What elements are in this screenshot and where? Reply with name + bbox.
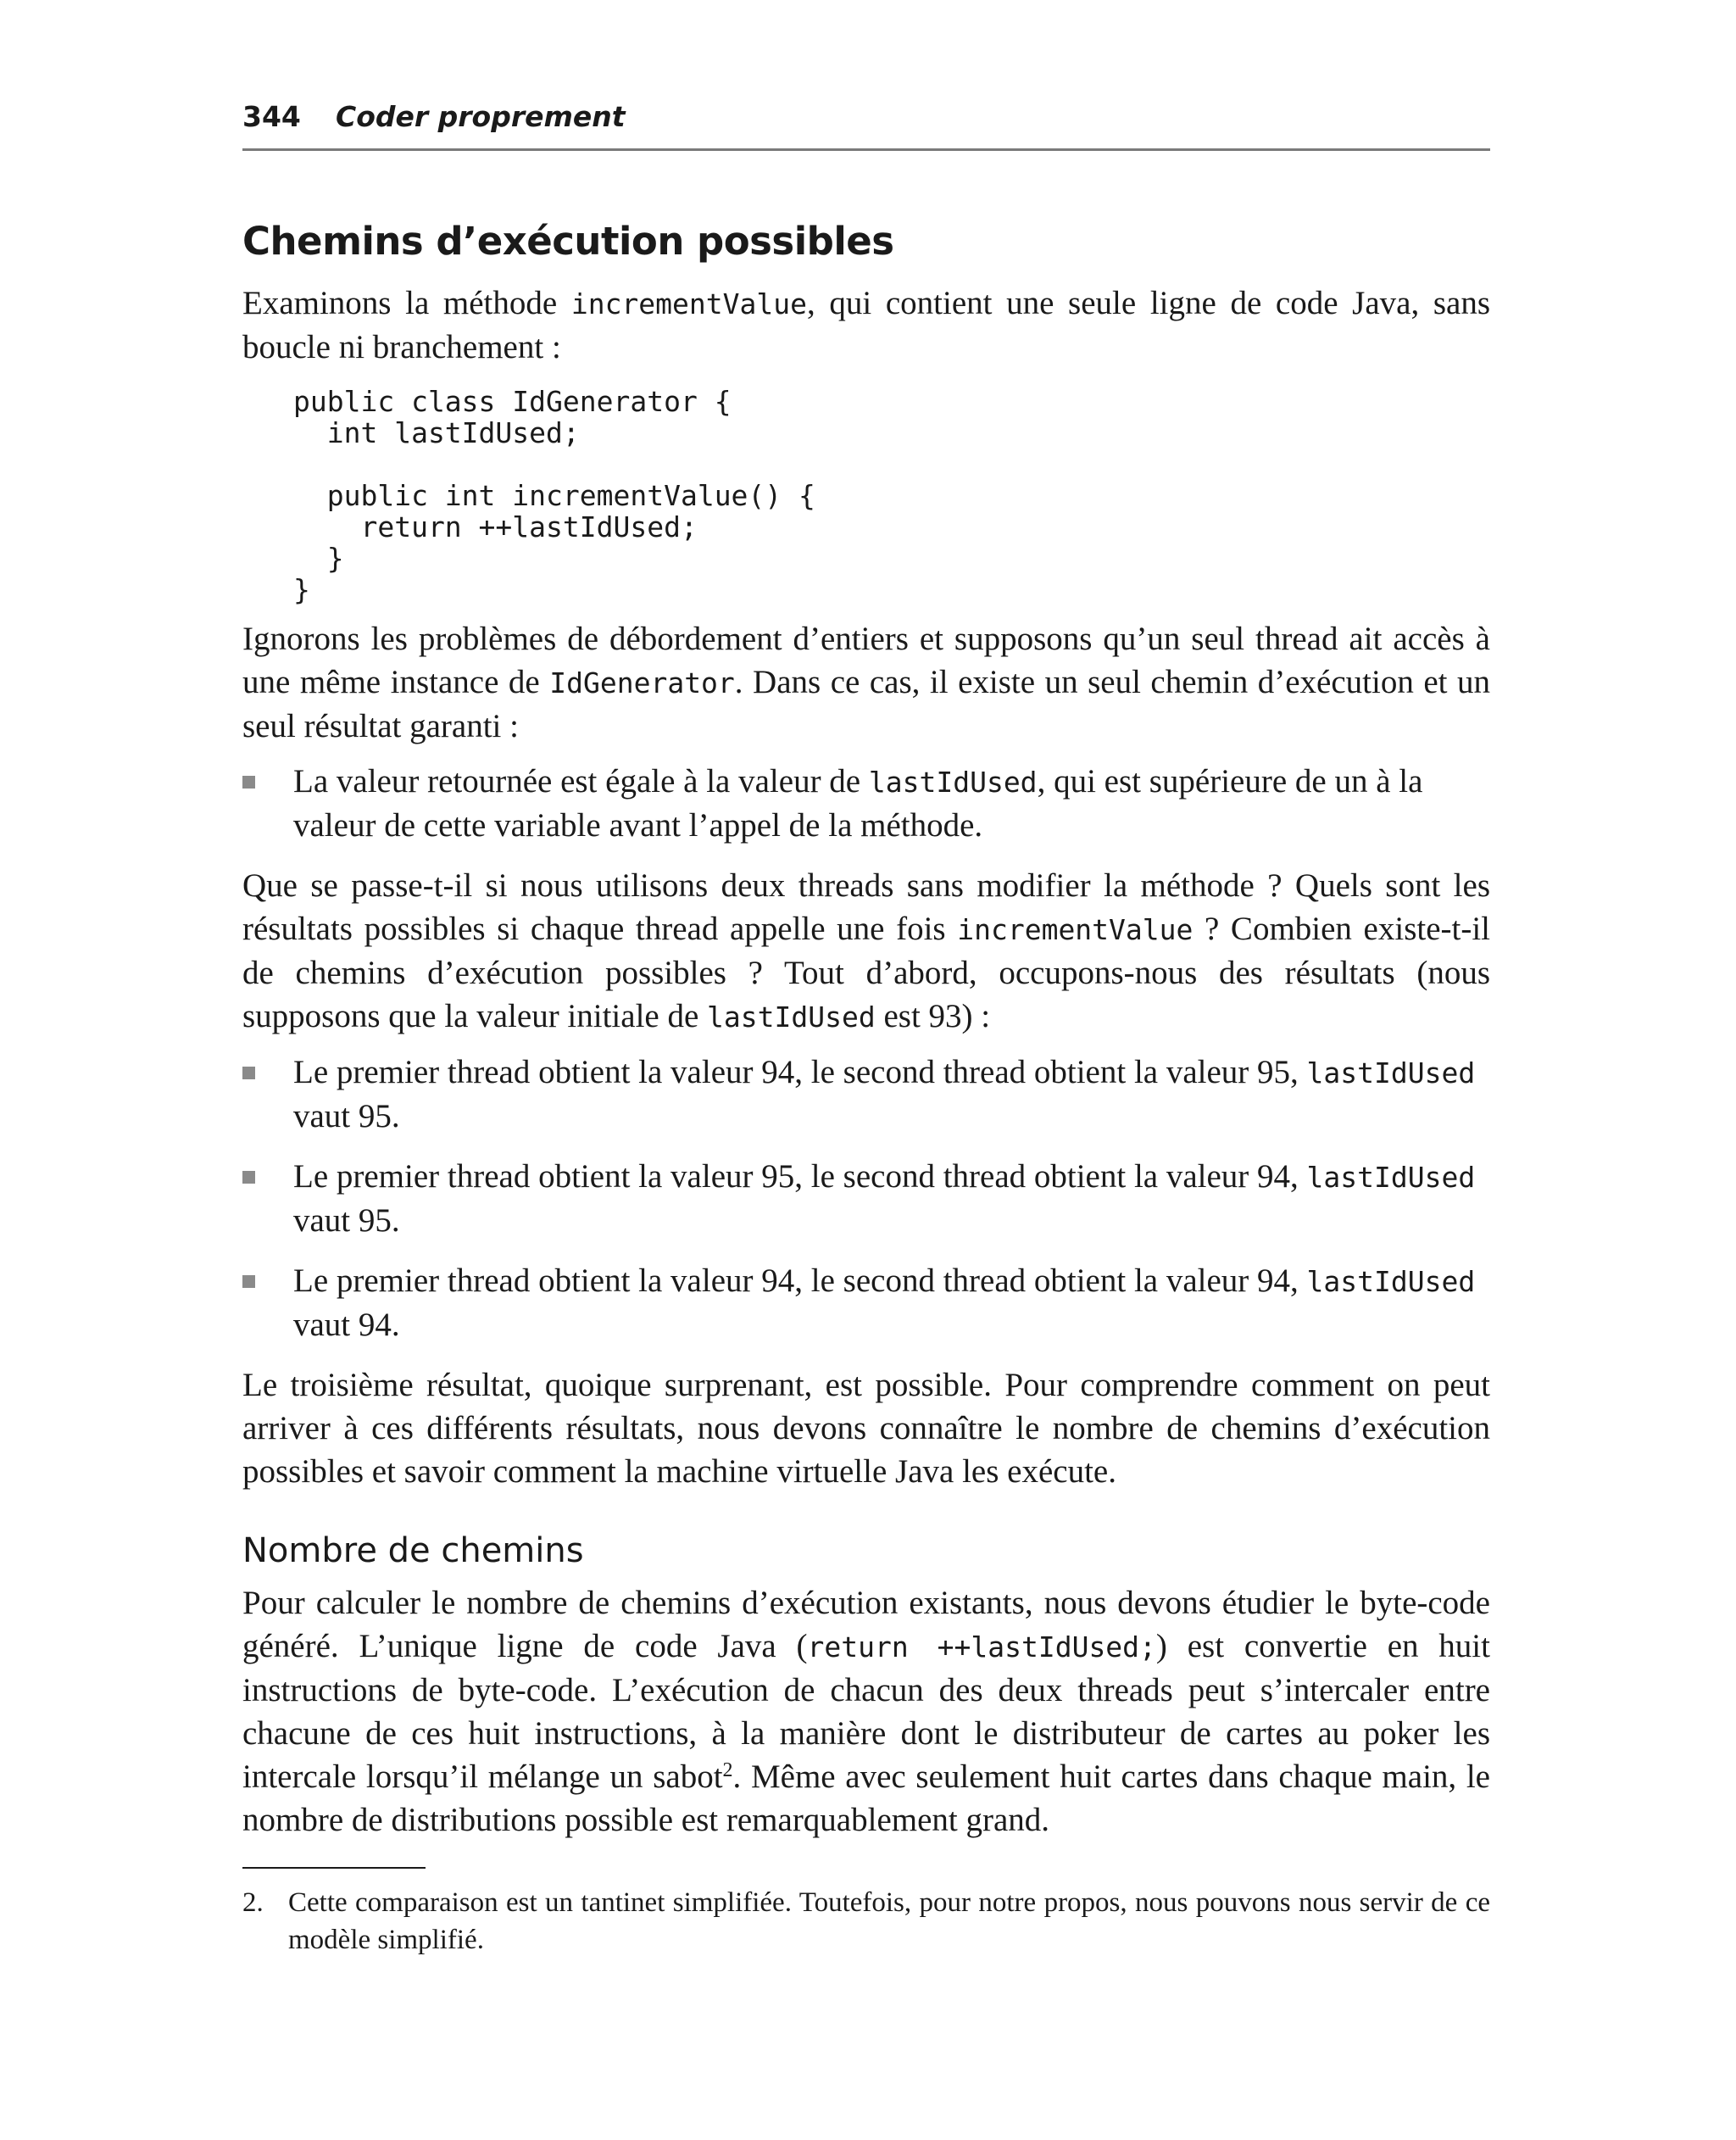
paragraph-two-threads (242, 864, 1490, 1039)
code-listing: public class IdGenerator { int lastIdUsed; public int incrementValue() { return ++lastIdUsed; } } (293, 385, 815, 606)
text-run: Le premier thread obtient la valeur 94, le second thread obtient la valeur 95, (293, 1054, 1307, 1090)
paragraph-single-thread (242, 617, 1490, 748)
inline-code: incrementValue (957, 913, 1194, 946)
text-run: , qui contient une seule ligne de code Java, sans boucle ni branchement : (242, 285, 1490, 365)
single-thread-result-list (242, 760, 1490, 847)
list-item (242, 1259, 1490, 1346)
text-run: Ignorons les problèmes de débordement d’entiers et supposons qu’un seul thread ait accès à une même instance de (242, 621, 1490, 700)
text-run: Pour calculer le nombre de chemins d’exécution existants, nous devons étudier le byte-code généré. L’unique ligne de code Java ( (242, 1585, 1490, 1664)
running-header (242, 100, 1490, 133)
inline-code: lastIdUsed (707, 1000, 876, 1034)
footnote-rule (242, 1867, 426, 1869)
page-number: 344 (242, 100, 301, 133)
text-run: La valeur retournée est égale à la valeur de (293, 763, 869, 800)
inline-code: lastIdUsed (1306, 1161, 1476, 1194)
text-run: , qui est supérieure de un à la valeur de cette variable avant l’appel de la méthode. (293, 763, 1423, 844)
page-content (242, 219, 1490, 1959)
inline-code: IdGenerator (549, 666, 735, 699)
list-item (242, 1155, 1490, 1242)
section-title: Chemins d’exécution possibles (242, 219, 894, 264)
inline-code: lastIdUsed (868, 766, 1038, 799)
bullet-square-icon (242, 1067, 255, 1079)
inline-code: lastIdUsed (1306, 1056, 1476, 1090)
bullet-square-icon (242, 1171, 255, 1184)
inline-code: return ++lastIdUsed; (807, 1630, 1156, 1664)
header-rule (242, 148, 1490, 151)
two-thread-results-list (242, 1050, 1490, 1346)
text-run: ? Combien existe-t-il de chemins d’exécution possibles ? Tout d’abord, occupons-nous des résultats (nous supposons que la valeur initiale de (242, 911, 1490, 1034)
text-run: Que se passe-t-il si nous utilisons deux threads sans modifier la méthode ? Quels sont les résultats possibles si chaque thread appelle une fois (242, 867, 1490, 947)
paragraph-third-result: Le troisième résultat, quoique surprenant, est possible. Pour comprendre comment on peut arriver à ces différents résultats, nous devons connaître le nombre de chemins d’exécution possibles et savoir comment la machine virtuelle Java les exécute. (242, 1367, 1490, 1490)
footnote (242, 1884, 1490, 1959)
paragraph-path-count (242, 1581, 1490, 1842)
inline-code: lastIdUsed (1306, 1265, 1476, 1298)
bullet-square-icon (242, 1275, 255, 1288)
text-run: vaut 95. (293, 1202, 400, 1239)
list-item (242, 760, 1490, 847)
text-run: . Dans ce cas, il existe un seul chemin d’exécution et un seul résultat garanti : (242, 664, 1490, 744)
text-run: Examinons la méthode (242, 285, 571, 321)
bullet-square-icon (242, 776, 255, 789)
subsection-title: Nombre de chemins (242, 1531, 584, 1570)
intro-paragraph (242, 281, 1490, 369)
text-run: Le premier thread obtient la valeur 95, le second thread obtient la valeur 94, (293, 1158, 1307, 1195)
book-title: Coder proprement (336, 100, 626, 133)
text-run: vaut 94. (293, 1307, 400, 1343)
text-run: Le premier thread obtient la valeur 94, le second thread obtient la valeur 94, (293, 1262, 1307, 1299)
text-run: est 93) : (875, 998, 991, 1034)
footnote-reference: 2 (722, 1759, 733, 1781)
inline-code: incrementValue (570, 287, 807, 320)
text-run: vaut 95. (293, 1098, 400, 1134)
text-run: . Même avec seulement huit cartes dans chaque main, le nombre de distributions possible est remarquablement grand. (242, 1758, 1490, 1838)
footnote-number: 2. (242, 1887, 264, 1918)
text-run: ) est convertie en huit instructions de byte-code. L’exécution de chacun des deux threads peut s’intercaler entre chacune de ces huit instructions, à la manière dont le distributeur de cartes au poker les intercale lorsqu’il mélange un sabot (242, 1628, 1490, 1795)
footnote-text: Cette comparaison est un tantinet simplifiée. Toutefois, pour notre propos, nous pouvons nous servir de ce modèle simplifié. (288, 1887, 1490, 1955)
list-item (242, 1050, 1490, 1138)
